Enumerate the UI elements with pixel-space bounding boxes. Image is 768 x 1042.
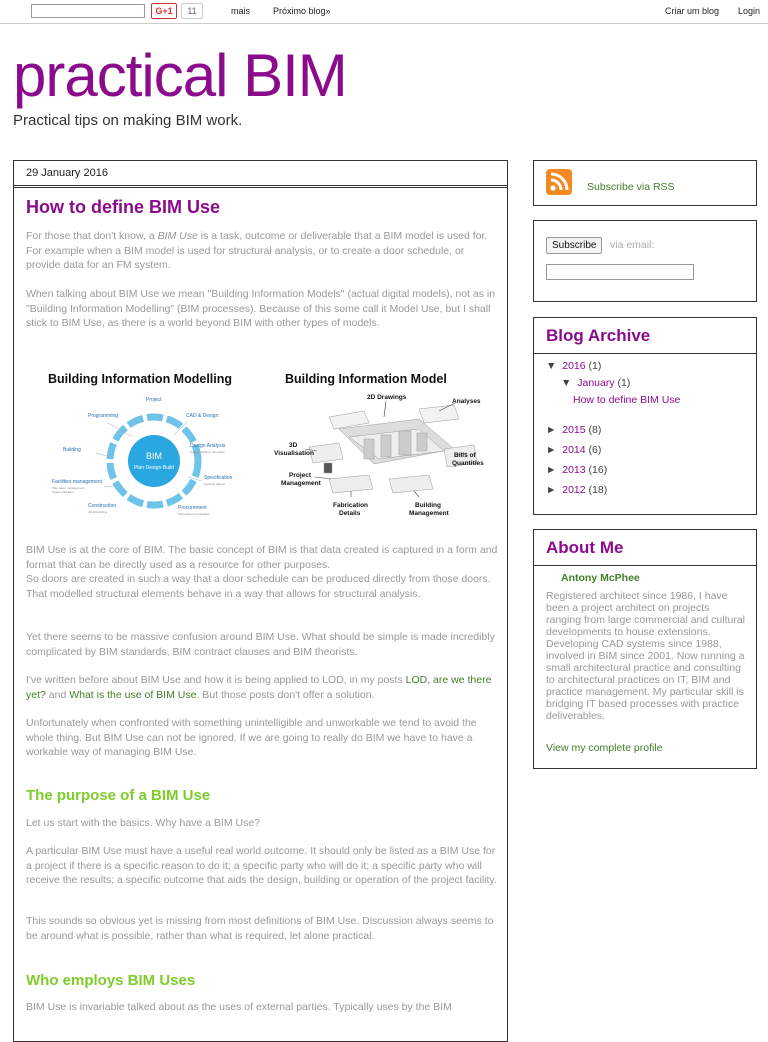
divider xyxy=(534,565,756,566)
archive-post-link[interactable]: How to define BIM Use xyxy=(573,394,681,406)
paragraph-confusion: Yet there seems to be massive confusion around BIM Use. What should be simple is made incredibly complicated by BIM standards, BIM contract clauses and BIM theorists. xyxy=(26,631,495,658)
view-profile-link[interactable]: View my complete profile xyxy=(546,742,663,754)
archive-count: (6) xyxy=(588,444,602,456)
archive-count: (16) xyxy=(588,464,608,476)
svg-text:CAD & Design: CAD & Design xyxy=(186,413,219,419)
label-building-management: Building Management xyxy=(409,502,449,517)
expand-arrow-icon[interactable]: ► xyxy=(546,484,557,496)
text: is a task, outcome or deliverable that a BIM model is used for. For example when a BIM model is used for structural analysis, or to create a door schedule, or provide data for an FM system. xyxy=(26,230,488,271)
login-link[interactable]: Login xyxy=(738,6,761,16)
bim-use-post-link[interactable]: What is the use of BIM Use xyxy=(69,688,197,701)
divider xyxy=(14,187,507,188)
blog-title[interactable]: practical BIM xyxy=(13,42,347,109)
paragraph-definition: When talking about BIM Use we mean "Building Information Models" (actual digital models), not as in "Building Information Modelling" (BIM processes). Because of this some call it Model Use, but I shall stick to BIM Use, as there is a world beyond BIM with other types of models. xyxy=(26,288,496,329)
svg-text:Space utilisation: Space utilisation xyxy=(52,490,74,494)
divider xyxy=(534,353,756,354)
bim-model-figure xyxy=(269,369,494,519)
heading-who-employs: Who employs BIM Uses xyxy=(26,972,196,989)
bim-cycle-diagram xyxy=(38,389,258,529)
heading-purpose: The purpose of a BIM Use xyxy=(26,787,211,804)
rss-widget xyxy=(533,160,757,206)
collapse-arrow-icon[interactable]: ▼ xyxy=(561,377,572,389)
expand-arrow-icon[interactable]: ► xyxy=(546,424,557,436)
archive-2014[interactable] xyxy=(546,444,601,456)
post-title[interactable]: How to define BIM Use xyxy=(26,197,221,217)
paragraph-unworkable: Unfortunately when confronted with something unintelligible and unworkable we tend to avoid the whole thing. But BIM Use can not be ignored. If we are going to really do BIM we have to have a workable way of managing BIM Use. xyxy=(26,717,477,758)
svg-text:Project: Project xyxy=(146,397,162,403)
email-input[interactable] xyxy=(546,264,694,280)
label-bills-of-quantities: Bills of Quantities xyxy=(452,452,484,467)
archive-year-link[interactable]: 2016 xyxy=(562,360,586,372)
navbar-search-input[interactable] xyxy=(31,4,145,18)
archive-2012[interactable] xyxy=(546,484,607,496)
next-blog-link[interactable]: Próximo blog» xyxy=(273,6,331,16)
svg-text:Design Analysis: Design Analysis xyxy=(190,443,226,449)
paragraph-core xyxy=(26,543,498,601)
svg-text:Facilities management: Facilities management xyxy=(52,479,103,485)
archive-2013[interactable] xyxy=(546,464,607,476)
label-fabrication-details: Fabrication Details xyxy=(333,502,369,517)
plus-one-count: 11 xyxy=(181,3,203,19)
about-me-title: About Me xyxy=(546,538,624,557)
archive-january[interactable] xyxy=(561,377,630,389)
archive-count: (8) xyxy=(588,424,602,436)
archive-count: (18) xyxy=(588,484,608,496)
archive-year-link[interactable]: 2013 xyxy=(562,464,586,476)
text: For those that don't know, a xyxy=(26,230,158,242)
archive-count: (1) xyxy=(588,360,602,372)
label-project-management: Project Management xyxy=(281,472,321,487)
expand-arrow-icon[interactable]: ► xyxy=(546,444,557,456)
email-subscribe-widget xyxy=(533,220,757,302)
expand-arrow-icon[interactable]: ► xyxy=(546,464,557,476)
via-email-label: via email: xyxy=(610,239,655,251)
label-2d-drawings: 2D Drawings xyxy=(367,394,407,401)
svg-text:Procurement schedules: Procurement schedules xyxy=(178,512,210,516)
archive-year-link[interactable]: 2012 xyxy=(562,484,586,496)
svg-text:Energy, lighting, acoustics: Energy, lighting, acoustics xyxy=(190,450,225,454)
bim-model-diagram xyxy=(269,389,494,529)
svg-text:Construction: Construction xyxy=(88,503,117,509)
label-3d-visualisation: 3D Visualisation xyxy=(274,442,314,457)
archive-post[interactable] xyxy=(573,394,680,406)
bim-process-figure xyxy=(38,369,258,519)
emphasis-text: BIM Use xyxy=(157,230,198,242)
bim-center-label: BIM xyxy=(145,451,163,461)
author-name-link[interactable]: Antony McPhee xyxy=(561,572,640,584)
paragraph-previous-posts xyxy=(26,673,498,702)
archive-year-link[interactable]: 2015 xyxy=(562,424,586,436)
paragraph-basics: Let us start with the basics. Why have a BIM Use? xyxy=(26,817,261,829)
archive-month-link[interactable]: January xyxy=(577,377,615,389)
archive-year-link[interactable]: 2014 xyxy=(562,444,586,456)
blog-archive-widget xyxy=(533,317,757,515)
paragraph-external-parties: BIM Use is invariable talked about as the uses of external parties. Typically uses by the BIM xyxy=(26,1001,452,1013)
figure-title-modelling: Building Information Modelling xyxy=(48,372,233,386)
post-date: 29 January 2016 xyxy=(26,167,108,179)
label-analyses: Analyses xyxy=(452,398,481,405)
archive-count: (1) xyxy=(617,377,631,389)
svg-text:Plan asset management: Plan asset management xyxy=(52,486,85,490)
paragraph-obvious: This sounds so obvious yet is missing from most definitions of BIM Use. Discussion always seems to be around what is possible, rather than what is required, let alone practical. xyxy=(26,915,494,942)
rss-icon[interactable] xyxy=(546,169,572,195)
blog-description: Practical tips on making BIM work. xyxy=(13,112,243,129)
text: . But those posts don't offer a solution. xyxy=(196,688,375,701)
post-container xyxy=(13,160,508,1042)
blogger-navbar xyxy=(0,0,768,24)
paragraph-outcome: A particular BIM Use must have a useful real world outcome. It should only be listed as a BIM Use for a project if there is a specific reason to do it; a specific party who will do it; a specific party who will receive the results; a specific outcome that aids the design, building or operation of the project facility. xyxy=(26,845,497,886)
blog-archive-title: Blog Archive xyxy=(546,326,651,345)
svg-text:Procurement: Procurement xyxy=(178,505,207,511)
google-plus-one-button[interactable]: G+1 xyxy=(151,3,177,19)
subscribe-button[interactable]: Subscribe xyxy=(546,237,602,254)
svg-text:Programming: Programming xyxy=(88,413,119,419)
text: BIM Use is at the core of BIM. The basic concept of BIM is that data created is captured in a form and format that can be directly used as a resource for other purposes. xyxy=(26,544,498,571)
svg-text:Building: Building xyxy=(63,447,81,453)
text: So doors are created in such a way that a door schedule can be produced directly from those doors. That modelled structural elements behave in a way that allows for structural analysis. xyxy=(26,573,491,600)
svg-text:Specification: Specification xyxy=(204,475,233,481)
subscribe-rss-link[interactable]: Subscribe via RSS xyxy=(587,181,675,193)
svg-text:Quantity takeoff: Quantity takeoff xyxy=(204,482,225,486)
archive-2016[interactable] xyxy=(546,360,601,372)
about-me-widget xyxy=(533,529,757,769)
create-blog-link[interactable]: Criar um blog xyxy=(665,6,720,16)
text: and xyxy=(45,688,70,701)
paragraph-intro xyxy=(26,229,498,273)
date-header xyxy=(14,161,507,186)
author-bio: Registered architect since 1986, I have been a project architect on projects ranging from large commercial and cultural developments to house extensions. Developing CAD systems since 1988, involved in BIM since 2001. Now running a small architectural practice and consulting to architectural practices on IT, BIM and practice management. My particular skill is bridging IT based processes with practice deliverables. xyxy=(546,590,746,722)
lod-post-link[interactable]: LOD, are we there yet? xyxy=(26,674,492,701)
archive-2015[interactable] xyxy=(546,424,601,436)
figure-title-model: Building Information Model xyxy=(285,372,447,386)
svg-text:Plan·Design·Build: Plan·Design·Build xyxy=(133,465,175,471)
collapse-arrow-icon[interactable]: ▼ xyxy=(546,360,557,372)
text: I've written before about BIM Use and how it is being applied to LOD, in my posts xyxy=(26,674,406,686)
svg-text:4D scheduling: 4D scheduling xyxy=(88,510,108,514)
more-link[interactable]: mais xyxy=(231,6,251,16)
